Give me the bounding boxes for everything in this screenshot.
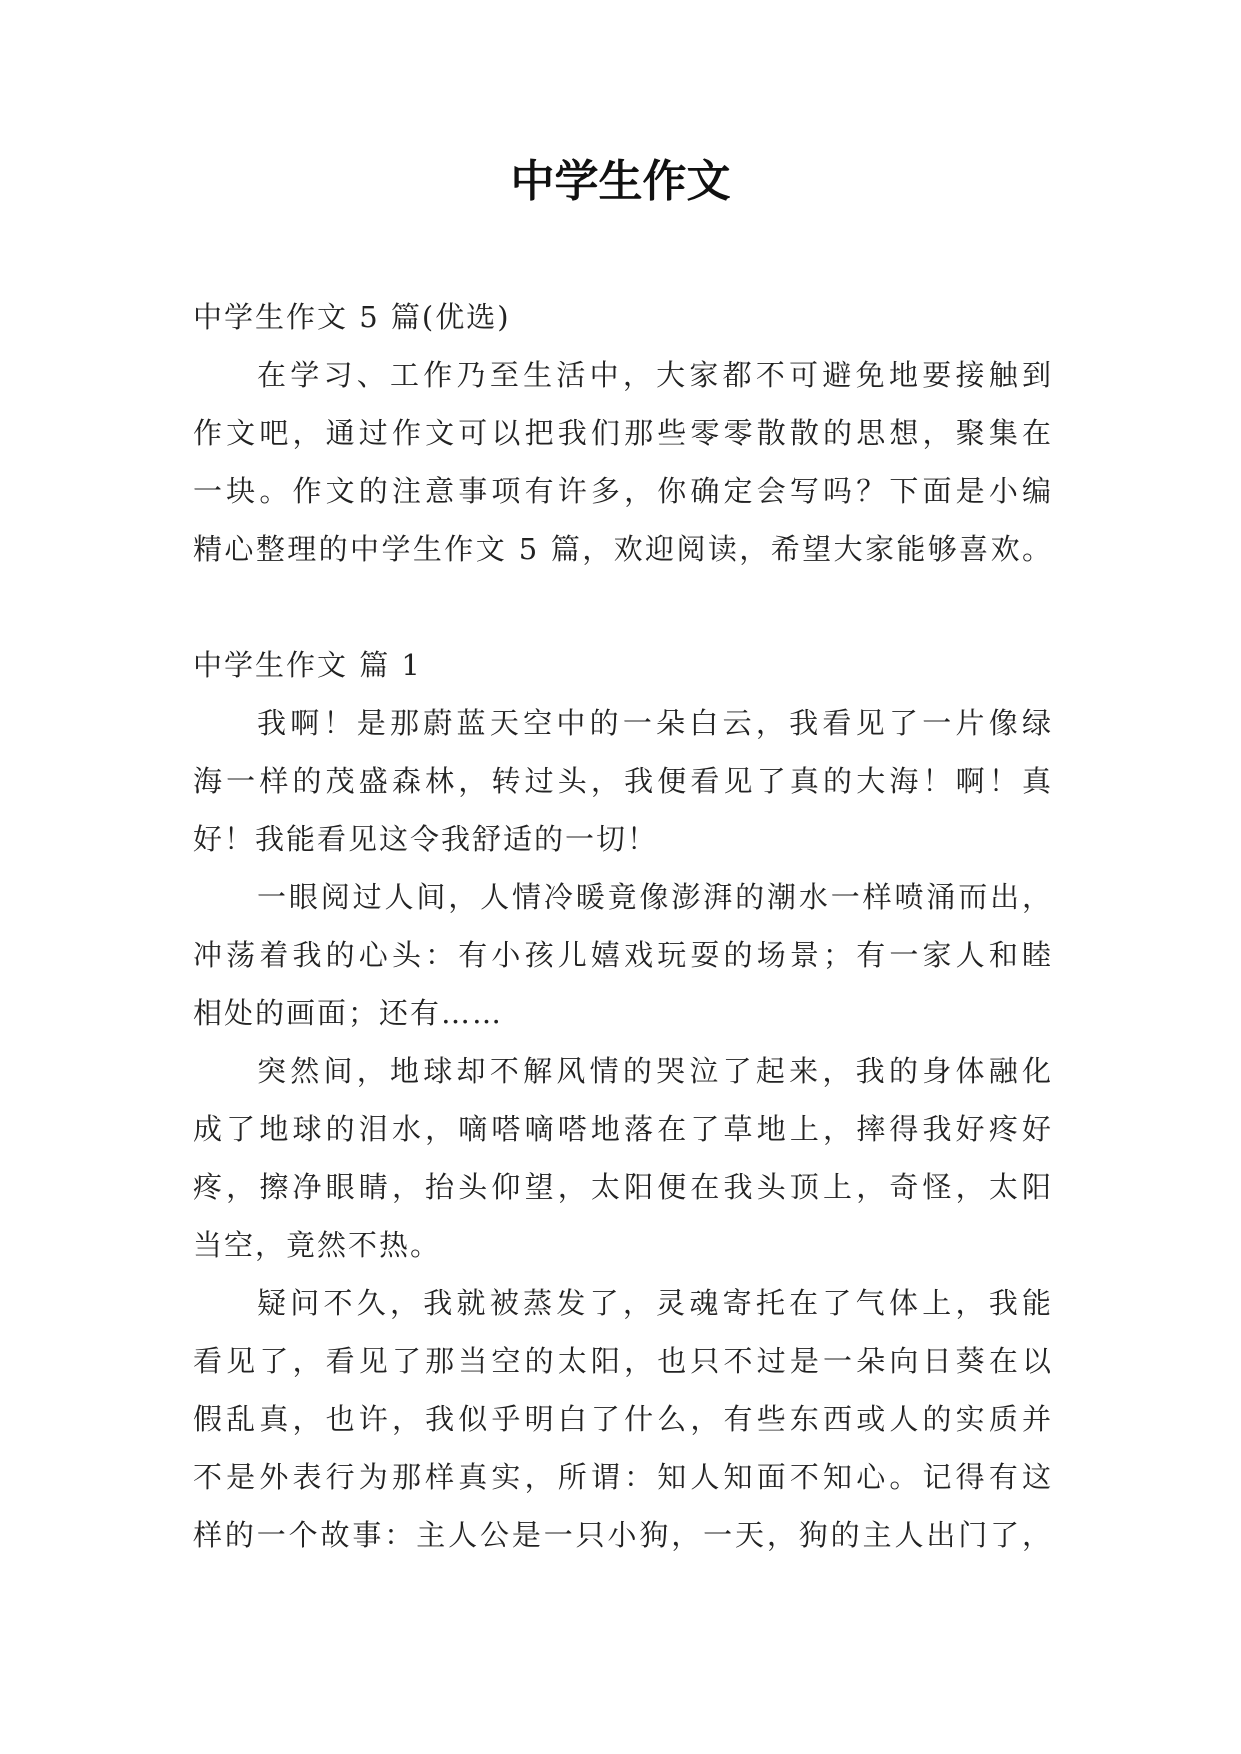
paragraph-line: 冲荡着我的心头：有小孩儿嬉戏玩耍的场景；有一家人和睦 — [193, 938, 1053, 972]
document-body — [193, 288, 1053, 1564]
paragraph-line: 一眼阅过人间，人情冷暖竟像澎湃的潮水一样喷涌而出， — [257, 880, 1053, 914]
section-gap — [193, 578, 1053, 636]
intro-heading: 中学生作文 5 篇(优选) — [193, 300, 511, 334]
paragraph-line: 样的一个故事：主人公是一只小狗，一天，狗的主人出门了， — [193, 1518, 1053, 1552]
essay-heading: 中学生作文 篇 1 — [193, 648, 422, 682]
paragraph-line: 海一样的茂盛森林，转过头，我便看见了真的大海！啊！真 — [193, 764, 1053, 798]
paragraph-line: 疑问不久，我就被蒸发了，灵魂寄托在了气体上，我能 — [257, 1286, 1053, 1320]
paragraph-line: 当空，竟然不热。 — [193, 1228, 442, 1262]
intro-line: 作文吧，通过作文可以把我们那些零零散散的思想，聚集在 — [193, 416, 1053, 450]
paragraph-line: 假乱真，也许，我似乎明白了什么，有些东西或人的实质并 — [193, 1402, 1053, 1436]
paragraph-line: 好！我能看见这令我舒适的一切！ — [193, 822, 659, 856]
paragraph-line: 突然间，地球却不解风情的哭泣了起来，我的身体融化 — [257, 1054, 1053, 1088]
page-title: 中学生作文 — [510, 156, 731, 207]
paragraph-line: 相处的画面；还有…… — [193, 996, 504, 1030]
intro-line: 一块。作文的注意事项有许多，你确定会写吗？下面是小编 — [193, 474, 1053, 508]
paragraph-line: 不是外表行为那样真实，所谓：知人知面不知心。记得有这 — [193, 1460, 1053, 1494]
paragraph-line: 看见了，看见了那当空的太阳，也只不过是一朵向日葵在以 — [193, 1344, 1053, 1378]
paragraph-line: 我啊！是那蔚蓝天空中的一朵白云，我看见了一片像绿 — [257, 706, 1053, 740]
intro-line: 精心整理的中学生作文 5 篇，欢迎阅读，希望大家能够喜欢。 — [193, 532, 1053, 566]
paragraph-line: 疼，擦净眼睛，抬头仰望，太阳便在我头顶上，奇怪，太阳 — [193, 1170, 1053, 1204]
intro-line: 在学习、工作乃至生活中，大家都不可避免地要接触到 — [257, 358, 1053, 392]
paragraph-line: 成了地球的泪水，嘀嗒嘀嗒地落在了草地上，摔得我好疼好 — [193, 1112, 1053, 1146]
